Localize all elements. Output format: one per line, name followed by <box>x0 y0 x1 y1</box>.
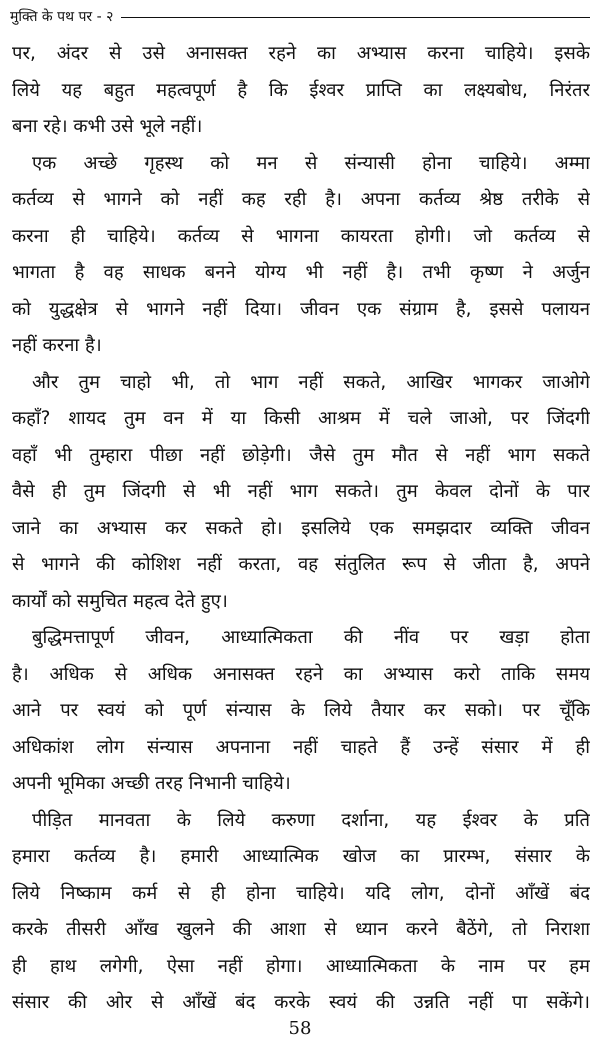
body-text <box>12 36 590 1022</box>
text-line: भागता है वह साधक बनने योग्य भी नहीं है। तभी कृष्ण ने अर्जुन <box>12 262 590 283</box>
text-line: जाने का अभ्यास कर सकते हो। इसलिये एक समझदार व्यक्ति जीवन <box>12 517 590 539</box>
text-line: है। अधिक से अधिक अनासक्त रहने का अभ्यास करो ताकि समय <box>12 663 590 685</box>
paragraph-1 <box>12 36 590 146</box>
text-line: करके तीसरी आँख खुलने की आशा से ध्यान करने बैठेंगे, तो निराशा <box>12 919 590 940</box>
text-line: से भागने की कोशिश नहीं करता, वह संतुलित रूप से जीता है, अपने <box>12 554 590 575</box>
text-line: अपनी भूमिका अच्छी तरह निभानी चाहिये। <box>12 773 291 794</box>
text-line: हमारा कर्तव्य है। हमारी आध्यात्मिक खोज का प्रारम्भ, संसार के <box>12 846 590 867</box>
running-header <box>10 6 590 26</box>
running-title: मुक्ति के पथ पर - २ <box>10 8 114 25</box>
header-rule <box>121 17 590 18</box>
text-line: बुद्धिमत्तापूर्ण जीवन, आध्यात्मिकता की नींव पर खड़ा होता <box>32 627 590 648</box>
text-line: कार्यों को समुचित महत्व देते हुए। <box>12 590 228 612</box>
text-line: बना रहे। कभी उसे भूले नहीं। <box>12 116 203 137</box>
text-line: लिये यह बहुत महत्वपूर्ण है कि ईश्वर प्राप्ति का लक्ष्यबोध, निरंतर <box>12 79 590 101</box>
paragraph-4 <box>12 620 590 803</box>
text-line: लिये निष्काम कर्म से ही होना चाहिये। यदि लोग, दोनों आँखें बंद <box>12 882 590 904</box>
paragraph-2 <box>12 146 590 365</box>
text-line: अधिकांश लोग संन्यास अपनाना नहीं चाहते हैं उन्हें संसार में ही <box>12 736 590 758</box>
text-line: पीड़ित मानवता के लिये करुणा दर्शाना, यह ईश्वर के प्रति <box>32 809 590 831</box>
page-number: 58 <box>288 1018 312 1039</box>
text-line: और तुम चाहो भी, तो भाग नहीं सकते, आखिर भागकर जाओगे <box>32 371 590 393</box>
text-line: पर, अंदर से उसे अनासक्त रहने का अभ्यास करना चाहिये। इसके <box>12 43 590 64</box>
text-line: नहीं करना है। <box>12 335 102 356</box>
text-line: संसार की ओर से आँखें बंद करके स्वयं की उन्नति नहीं पा सकेंगे। <box>12 992 590 1013</box>
text-line: वहाँ भी तुम्हारा पीछा नहीं छोड़ेगी। जैसे तुम मौत से नहीं भाग सकते <box>12 444 590 466</box>
text-line: को युद्धक्षेत्र से भागने नहीं दिया। जीवन एक संग्राम है, इससे पलायन <box>12 298 590 320</box>
text-line: वैसे ही तुम जिंदगी से भी नहीं भाग सकते। तुम केवल दोनों के पार <box>12 481 590 502</box>
text-line: एक अच्छे गृहस्थ को मन से संन्यासी होना चाहिये। अम्मा <box>32 152 590 174</box>
text-line: करना ही चाहिये। कर्तव्य से भागना कायरता होगी। जो कर्तव्य से <box>12 225 590 247</box>
text-line: आने पर स्वयं को पूर्ण संन्यास के लिये तैयार कर सको। पर चूँकि <box>12 700 590 721</box>
paragraph-5 <box>12 803 590 1022</box>
paragraph-3 <box>12 365 590 621</box>
text-line: कर्तव्य से भागने को नहीं कह रही है। अपना कर्तव्य श्रेष्ठ तरीके से <box>12 189 590 210</box>
text-line: कहाँ? शायद तुम वन में या किसी आश्रम में चले जाओ, पर जिंदगी <box>12 408 590 429</box>
text-line: ही हाथ लगेगी, ऐसा नहीं होगा। आध्यात्मिकता के नाम पर हम <box>12 955 590 977</box>
